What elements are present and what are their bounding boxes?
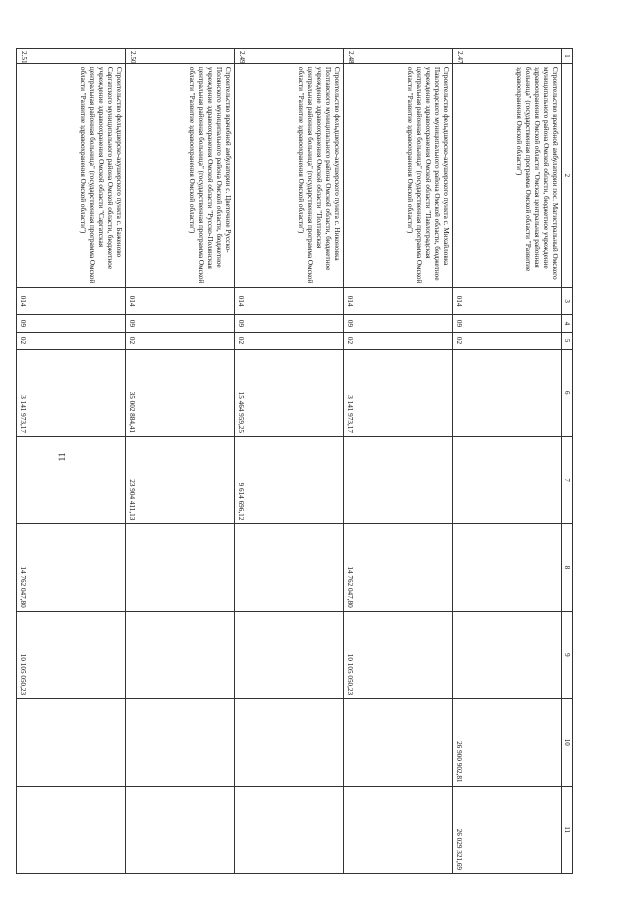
table-row (235, 49, 344, 874)
row-description: Строительство фельдшерско-акушерского пункта с. Никоновка Полтавского муниципального района Омской области, бюджетное учреждение здравоохранения Омской области "Полтавская центральная районная больница" (государственная программа Омской области "Развитие здравоохранения Омской области") (235, 63, 344, 287)
row-cell-c7: 9 614 696,12 (235, 436, 344, 523)
row-cell-c6: 3 141 973,17 (344, 349, 453, 436)
column-header-9: 9 (562, 611, 573, 698)
row-cell-c11: 26 029 321,69 (453, 786, 562, 874)
row-cell-c9 (126, 611, 235, 698)
column-header-3: 3 (562, 287, 573, 315)
row-number: 2.48 (344, 49, 453, 64)
row-cell-c5: 02 (235, 332, 344, 349)
row-cell-c11 (235, 786, 344, 874)
row-cell-c6 (453, 349, 562, 436)
column-header-4: 4 (562, 315, 573, 332)
table-row (453, 49, 562, 874)
row-cell-c8: 14 762 047,80 (344, 524, 453, 611)
row-description: Строительство врачебной амбулатории с. Цветочное Русско-Полянского муниципального района Омской области, бюджетное учреждение здравоохранения Омской области "Русско-Полянская центральная районная больница" (государственная программа Омской области "Развитие здравоохранения Омской области") (126, 63, 235, 287)
column-header-7: 7 (562, 436, 573, 523)
row-cell-c8 (453, 524, 562, 611)
page-number: 11 (57, 452, 67, 462)
row-cell-c9 (235, 611, 344, 698)
row-cell-c6: 35 002 884,41 (126, 349, 235, 436)
row-cell-c9: 10 105 050,23 (17, 611, 126, 698)
row-cell-c4: 09 (126, 315, 235, 332)
column-header-10: 10 (562, 699, 573, 786)
row-cell-c4: 09 (344, 315, 453, 332)
column-header-1: 1 (562, 49, 573, 64)
table-body (17, 49, 573, 874)
row-cell-c7 (453, 436, 562, 523)
column-header-5: 5 (562, 332, 573, 349)
row-cell-c4: 09 (235, 315, 344, 332)
row-number: 2.47 (453, 49, 562, 64)
row-number: 2.50 (126, 49, 235, 64)
row-cell-c9: 10 105 050,23 (344, 611, 453, 698)
row-cell-c4: 09 (453, 315, 562, 332)
column-header-2: 2 (562, 63, 573, 287)
row-cell-c3: 014 (344, 287, 453, 315)
row-cell-c5: 02 (126, 332, 235, 349)
row-cell-c3: 014 (235, 287, 344, 315)
header-row (562, 49, 573, 874)
row-cell-c4: 09 (17, 315, 126, 332)
row-cell-c6: 3 141 973,17 (17, 349, 126, 436)
row-cell-c9 (453, 611, 562, 698)
row-cell-c11 (126, 786, 235, 874)
row-cell-c10: 26 900 902,81 (453, 699, 562, 786)
row-cell-c11 (17, 786, 126, 874)
row-description: Строительство фельдшерско-акушерского пункта с. Михайловка Павлоградского муниципального района Омской области, бюджетное учреждение здравоохранения Омской области "Павлоградская центральная районная больница" (государственная программа Омской области "Развитие здравоохранения Омской области") (344, 63, 453, 287)
row-cell-c5: 02 (453, 332, 562, 349)
column-header-11: 11 (562, 786, 573, 874)
row-cell-c10 (344, 699, 453, 786)
row-number: 2.51 (17, 49, 126, 64)
row-cell-c8 (235, 524, 344, 611)
row-cell-c10 (126, 699, 235, 786)
row-description: Строительство врачебной амбулатории пос. Магистральный Омского муниципального района Омской области, бюджетное учреждение здравоохранения Омской области "Омская центральная районная больница" (государственная программа Омской области "Развитие здравоохранения Омской области") (453, 63, 562, 287)
row-cell-c7: 23 904 411,13 (126, 436, 235, 523)
row-cell-c3: 014 (126, 287, 235, 315)
table-row (17, 49, 126, 874)
row-cell-c7 (17, 436, 126, 523)
row-number: 2.49 (235, 49, 344, 64)
row-cell-c3: 014 (453, 287, 562, 315)
row-cell-c10 (17, 699, 126, 786)
row-cell-c8: 14 762 047,80 (17, 524, 126, 611)
row-cell-c11 (344, 786, 453, 874)
row-description: Строительство фельдшерско-акушерского пункта с. Баженово Саргатского муниципального района Омской области, бюджетное учреждение здравоохранения Омской области "Саргатская центральная районная больница" (государственная программа Омской области "Развитие здравоохранения Омской области") (17, 63, 126, 287)
row-cell-c5: 02 (17, 332, 126, 349)
column-header-8: 8 (562, 524, 573, 611)
row-cell-c10 (235, 699, 344, 786)
row-cell-c3: 014 (17, 287, 126, 315)
column-header-6: 6 (562, 349, 573, 436)
table-row (344, 49, 453, 874)
row-cell-c5: 02 (344, 332, 453, 349)
row-cell-c8 (126, 524, 235, 611)
table-row (126, 49, 235, 874)
row-cell-c7 (344, 436, 453, 523)
row-cell-c6: 15 464 959,25 (235, 349, 344, 436)
budget-table (16, 48, 573, 874)
